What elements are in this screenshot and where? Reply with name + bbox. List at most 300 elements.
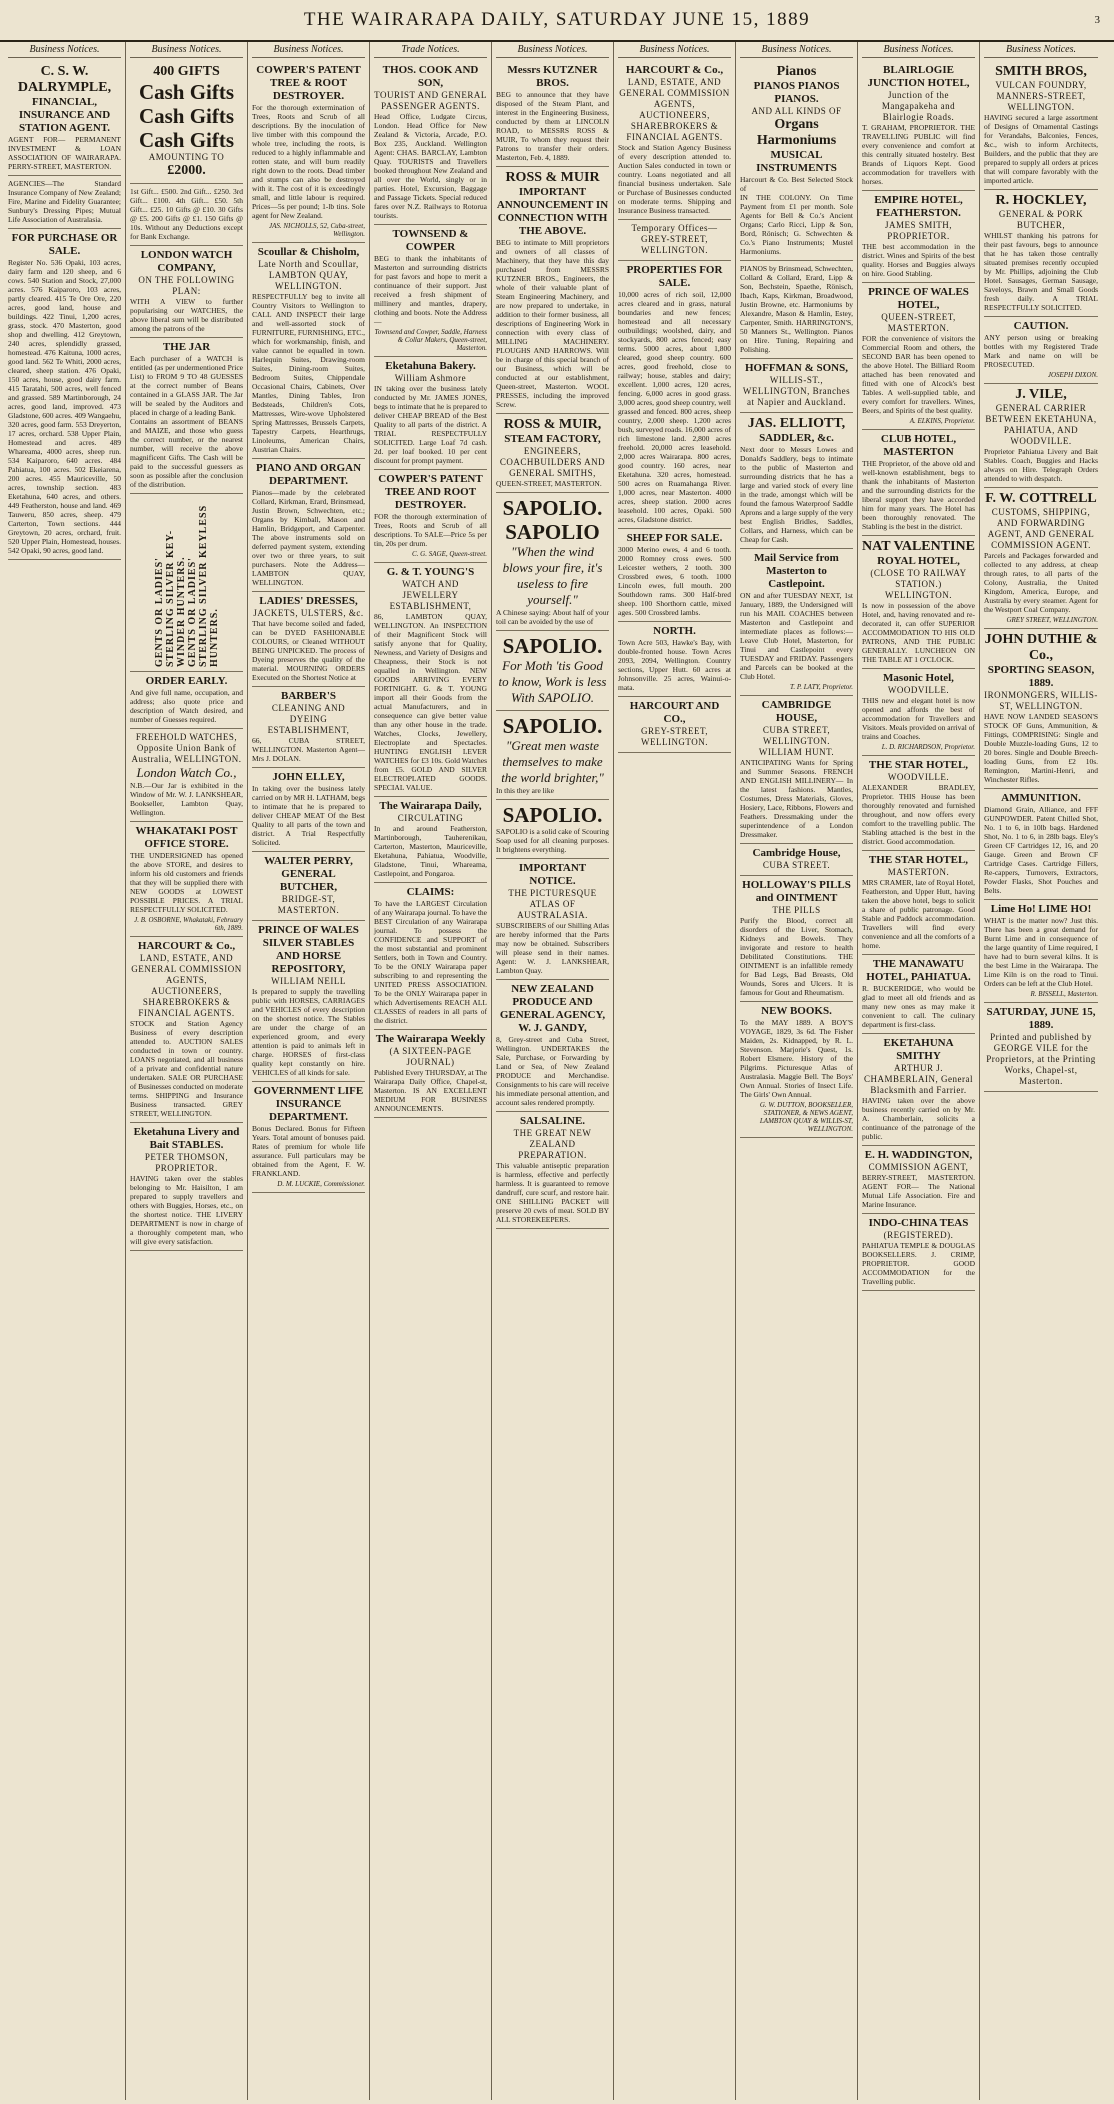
ad-body: ALEXANDER BRADLEY, Proprietor. THIS House has been thoroughly renovated and furnished throughout, and now offers every comfort to the travelling public. The Stabling attached is the best in the district. Good accommodation. [862, 783, 975, 846]
advertisement [374, 797, 487, 883]
ad-sig: R. BISSELL, Masterton. [1030, 990, 1098, 998]
advertisement [740, 1002, 853, 1138]
advertisement [740, 549, 853, 696]
ad-big: SAPOLIO. [502, 803, 603, 827]
advertisement [740, 876, 853, 1002]
ad-h2: HARCOURT AND CO., [629, 700, 720, 725]
advertisement [130, 1123, 243, 1251]
ad-body: PIANOS by Brinsmead, Schwechten, Collard & Collard, Erard, Lipp & Son, Bechstein, Spaethe, Rönisch, Ibach, Kaps, Kirkman, Broadwood, Justin Browne, etc. Harmoniums by Alexandre, Mason & Hamlin, Estey, Carpenter, Smith. HARRINGTON'S, 50 Manners St., Wellington. Pianos on Hire. Tuning, Repairing and Polishing. [740, 264, 853, 354]
advertisement [8, 176, 121, 229]
ad-sig: J. B. OSBORNE, Whakataki, February 6th, 1889. [134, 916, 243, 932]
advertisement [618, 61, 731, 220]
ad-h3: (REGISTERED). [883, 1230, 954, 1240]
ad-h1: C. S. W. DALRYMPLE, [17, 64, 112, 95]
ad-h2: ROYAL HOTEL, [877, 555, 960, 567]
ad-h2: PRINCE OF WALES SILVER STABLES AND HORSE REPOSITORY, [258, 924, 359, 975]
advertisement [252, 592, 365, 687]
ad-h2: Cambridge House, [752, 847, 841, 859]
ad-body: BERRY-STREET, MASTERTON. AGENT FOR— The National Mutual Life Association. Fire and Marine Insurance. [862, 1173, 975, 1209]
advertisement [862, 283, 975, 430]
ad-h2: FINANCIAL, INSURANCE AND STATION AGENT. [18, 96, 111, 134]
ad-body: Is prepared to supply the travelling public with HORSES, CARRIAGES and VEHICLES of every description on the shortest notice. The Stables are under the charge of an experienced groom, and every attention is paid to animals left in charge. HORSES of first-class quality kept constantly on hire. VEHICLES of all kinds for sale. [252, 987, 365, 1077]
newspaper-title: THE WAIRARAPA DAILY, SATURDAY JUNE 15, 1889 [303, 9, 811, 30]
column-7 [736, 42, 858, 2100]
ad-h3: GENERAL & PORK BUTCHER, [998, 209, 1084, 230]
ad-h2: PIANO AND ORGAN DEPARTMENT. [255, 462, 362, 487]
price-list-banner [130, 497, 243, 667]
advertisement [374, 883, 487, 1030]
ad-h3: WOODVILLE. [887, 772, 950, 782]
advertisement [496, 711, 609, 800]
ad-h2: JOHN ELLEY, [272, 771, 345, 783]
ad-body: That have become soiled and faded, can be DYED FASHIONABLE COLOURS, or Cleaned WITHOUT BEING UNPICKED. The process of Dyeing preserves the quality of the material. MOURNING ORDERS Executed on the Shortest Notice at [252, 619, 365, 682]
ad-body: Stock and Station Agency Business of every description attended to. Auction Sales conducted in town or country. Loans negotiated and all financial business undertaken. Sale or Purchase of Businesses conducted on moderate terms. Shipping and Insurance Business transacted. [618, 143, 731, 215]
ad-h3: CIRCULATING [397, 813, 464, 823]
ad-body: R. BUCKERIDGE, who would be glad to meet all old friends and as many new ones as may make it convenient to call. The culinary department is first-class. [862, 984, 975, 1029]
advertisement [862, 430, 975, 536]
advertisement [618, 622, 731, 697]
ad-body: THE Proprietor, of the above old and well-known establishment, begs to thank the inhabitants of Masterton and the surrounding districts for the liberal support they have accorded him for many years. The Hotel has been thoroughly renovated. The Stabling is the best in the district. [862, 459, 975, 531]
ad-h2: THE JAR [162, 341, 211, 353]
advertisement [496, 800, 609, 859]
advertisement [862, 851, 975, 955]
advertisement [984, 190, 1098, 317]
ad-body: Parcels and Packages forwarded and collected to any address, at cheap through rates, to all parts of the Colony, Australia, the United Kingdom, America, Europe, and Australia by every steamer. Agent for the Westport Coal Company. [984, 551, 1098, 614]
ad-sig: G. W. DUTTON, BOOKSELLER, STATIONER, & NEWS AGENT, LAMBTON QUAY & WILLIS-ST, WELLINGTON. [759, 1101, 853, 1133]
ad-h2: SADDLER, &c. [759, 432, 834, 444]
ad-h2: IMPORTANT NOTICE. [518, 862, 587, 887]
section-header: Business Notices. [618, 42, 731, 58]
ad-body: Next door to Messrs Lowes and Donald's Saddlery, begs to intimate to the public of Masterton and surrounding districts that he has a large and varied stock of every line in the trade, amongst which will be found the famous Waterproof Saddle Aprons and a large supply of the very best English Bridles, Saddles, Collars, and Harness, which can be Cheap for Cash. [740, 445, 853, 544]
ad-h2: HARCOURT & Co., [625, 64, 724, 76]
ad-h1: ROSS & MUIR, [503, 417, 602, 432]
ad-h3: LAND, ESTATE, AND GENERAL COMMISSION AGENTS, AUCTIONEERS, SHAREBROKERS & FINANCIAL AGENTS. [619, 77, 730, 142]
ad-body: HAVING taken over the above business recently carried on by Mr. A. Chamberlain, solicits a continuance of the patronage of the public. [862, 1096, 975, 1141]
advertisement [496, 980, 609, 1112]
ad-body: ANY person using or breaking bottles with my Registered Trade Mark and name on will be PROSECUTED. [984, 333, 1098, 369]
ad-sig: D. M. LUCKIE, Commissioner. [277, 1180, 365, 1188]
ad-body: To the MAY 1889. A BOY'S VOYAGE, 1829, 3s 6d. The Fisher Maiden, 2s. Kidnapped, by R. L. Stevenson. Marjorie's Quest, 1s. Robert Elsmere. History of the Pilgrims. Picturesque Atlas of Australasia. Maggie Bell. The Boys' Own Annual. Stories of Insect Life. The Girls' Own Annual. [740, 1018, 853, 1099]
advertisement [496, 493, 609, 631]
vertical-heading: GENTS OR LADIES' STERLING SILVER KEY-WINDER HUNTERS. [153, 529, 187, 667]
ad-body2: Contains an assortment of BEANS and MAIZE, and those who guess the correct number, or the nearest number, will receive the above magnificent Gifts. The Cash will be paid to the successful guessers as soon as possible after the conclusion of the distribution. [130, 417, 243, 489]
ad-body: For the thorough extermination of Trees, Roots and Scrub of all descriptions. By the inoculation of live timber with this compound the whole tree, including the roots, is reduced to a highly inflammable and rotten state, and will burn readily right down to the roots. Dead timber and stumps can also be destroyed with it. The cost of it is exceedingly small, and little labour is required. Prices—5s per pound; 1-lb tins. Sole agent for New Zealand. [252, 103, 365, 220]
ad-h1: 400 GIFTS [153, 64, 220, 79]
ad-h3: THE GREAT NEW ZEALAND PREPARATION. [513, 1128, 592, 1160]
advertisement [984, 789, 1098, 900]
advertisement [374, 563, 487, 797]
advertisement [984, 488, 1098, 629]
advertisement [984, 61, 1098, 190]
ad-h3: COMMISSION AGENT, [868, 1162, 969, 1172]
ad-script: London Watch Co., [136, 765, 237, 780]
ad-h2: CAMBRIDGE HOUSE, [761, 699, 832, 724]
ad-body: This valuable antiseptic preparation is harmless, effective and perfectly harmless. It is guaranteed to remove dandruff, cure scurf, and restore hair. ONE SHILLING PACKET will preserve 20 cwts of meat. SOLD BY ALL STOREKEEPERS. [496, 1161, 609, 1224]
advertisement [862, 536, 975, 669]
ad-h2: The Wairarapa Weekly [375, 1033, 486, 1045]
ad-h3: (CLOSE TO RAILWAY STATION.) WELLINGTON. [870, 568, 967, 600]
ad-body: 10,000 acres of rich soil, 12,000 acres cleared and in grass, natural boundaries and new fences; homestead and all necessary outbuildings; woolshed, dairy, and stockyards, 800 acres fenced; easy terms. 5000 acres, about 1,800 cleared, good sheep country. 600 acres, good freehold, close to railway; house, stables and dairy; excellent. 1,000 acres, 120 acres, fencing. 6,000 acres in good grass. 3,000 acres, good sheep country, well grassed and fenced. 800 acres, sheep country, 2,000 sheep. 1,200 acres bush, surveyed roads. 16,000 acres of rich limestone land. 2,800 acres freehold. 20,000 acres leasehold. 2,000 acres Wairarapa. 800 acres, good country. 160 acres, near Eketahuna. 320 acres, homestead. 500 acres on Ruamahanga River. 1,000 acres, near Masterton. 4000 acres, sheep station. 2000 acres leasehold. 100 acres, Opaki. 500 acres, Gladstone district. [618, 290, 731, 524]
ad-body: Bonus Declared. Bonus for Fifteen Years. Total amount of bonuses paid. Rates of premium for whole life assurance. Full particulars may be obtained from the Agent, F. W. FRANKLAND. [252, 1124, 365, 1178]
ad-big: SAPOLIO. [502, 496, 603, 520]
ad-h2: NORTH. [653, 625, 696, 637]
advertisement [252, 768, 365, 852]
ad-h3: (A SIXTEEN-PAGE JOURNAL) [389, 1046, 472, 1067]
section-header: Business Notices. [984, 42, 1098, 58]
columns-container [4, 42, 1110, 2100]
ad-h2: PIANOS PIANOS PIANOS. [753, 80, 840, 105]
advertisement [496, 61, 609, 167]
advertisement [618, 261, 731, 529]
advertisement [740, 696, 853, 844]
ad-body: SUBSCRIBERS of our Shilling Atlas are hereby informed that the Parts may now be obtained. Subscribers will please send in their names. Agent: W. J. LANKSHEAR, Lambton Quay. [496, 921, 609, 975]
ad-body: Diamond Grain, Alliance, and FFF GUNPOWDER. Patent Chilled Shot, No. 1 to 6, in 10lb bags. Hardened Shot, No. 1 to 6, in 28lb bags. Eley's Green CF Cartridges 12, 16, and 20 Gauge. Green and Brown CF Cartridge Cases. Cartridge Fillers, Re-cappers, Turnovers, Extractors, Powder Flasks, Shot Pouches and Belts. [984, 805, 1098, 895]
advertisement [862, 1146, 975, 1214]
advertisement [740, 413, 853, 549]
ad-h2: HOLLOWAY'S PILLS and OINTMENT [742, 879, 851, 904]
ad-body: HAVING secured a large assortment of Designs of Ornamental Castings for Verandahs, Balconies, Fences, &c., wish to inform Architects, Builders, and the public that they are prepared to supply all orders at prices that will compare favorably with the imported article. [984, 113, 1098, 185]
ad-h2: HARCOURT & Co., [137, 940, 236, 952]
ad-h3: WOODVILLE. [887, 685, 950, 695]
advertisement [252, 243, 365, 459]
ad-h2: Scoullar & Chisholm, [257, 246, 360, 258]
ad-body: MRS CRAMER, late of Royal Hotel, Featherston, and Upper Hutt, having taken the above hotel, begs to solicit a share of public patronage. Good Stable and Paddock accommodation. Travellers will find every convenience and all the comforts of a home. [862, 878, 975, 950]
ad-body: THIS new and elegant hotel is now opened and affords the best of accommodation for Travellers and Visitors. Meals provided on arrival of trains and Coaches. [862, 696, 975, 741]
ad-body: 1st Gift... £500. 2nd Gift... £250. 3rd Gift... £100. 4th Gift... £50. 5th Gift... £25. 10 Gifts @ £10. 30 Gifts @ £5. 200 Gifts @ £1. 150 Gifts @ 10s. Without any Deductions except for Bank Exchange. [130, 187, 243, 241]
advertisement [496, 167, 609, 414]
section-header: Business Notices. [8, 42, 121, 58]
ad-h3: IRONMONGERS, WILLIS-ST, WELLINGTON. [984, 690, 1098, 711]
advertisement [130, 729, 243, 822]
advertisement [8, 229, 121, 560]
ad-h2: BLAIRLOGIE JUNCTION HOTEL, [867, 64, 970, 89]
advertisement [8, 61, 121, 176]
ad-h1: JOHN DUTHIE & Co., [984, 632, 1098, 663]
advertisement [862, 61, 975, 191]
advertisement [374, 470, 487, 563]
ad-body: BEG to intimate to Mill proprietors and owners of all classes of Machinery, that they have this day purchased from MESSRS KUTZNER BROS., Engineers, the whole of their valuable plant of Steam Engineering Machinery, and are now prepared to undertake, in addition to their former business, all descriptions of Engineering Work in connection with every class of MILLING MACHINERY. PLOUGHS AND HARROWS. Will be in charge of this special branch of our Business, which will be conducted at our establishment, Queen-street, Masterton. WOOL PRESSES, including the improved Screw. [496, 238, 609, 409]
section-header: Business Notices. [740, 42, 853, 58]
ad-big2: Cash Gifts [138, 104, 235, 128]
advertisement [374, 61, 487, 225]
ad-h3: MASTERTON. [887, 867, 950, 877]
ad-body: RESPECTFULLY beg to invite all Country Visitors to Wellington to CALL AND INSPECT their large and well-assorted stock of FURNITURE, FURNISHING, ETC., which for workmanship, finish, and value cannot be equalled in town. Harlequin Suites, Drawing-room Suites, Dining-room Suites, Bedroom Suites, Chippendale Occasional Chairs, Cabinets, Over Mantles, Dining Tables, Iron Bedsteads, Children's Cots, Mattresses, Wire-wove Upholstered Spring Mattresses, Brussels Carpets, Tapestry Carpets, Hearthrugs, Linoleums, American Chairs, Austrian Chairs. [252, 292, 365, 454]
ad-body: BEG to thank the inhabitants of Masterton and surrounding districts for past favors and hope to merit a continuance of their support. Just received a fresh shipment of millinery and mantles, drapery, clothing and boots. Note the Address— [374, 254, 487, 326]
advertisement [130, 494, 243, 672]
column-3 [248, 42, 370, 2100]
ad-h2: Eketahuna Bakery. [385, 360, 476, 372]
advertisement [374, 357, 487, 470]
ad-h3: JACKETS, ULSTERS, &c. [253, 608, 364, 618]
ad-h2: THE STAR HOTEL, [868, 759, 969, 771]
ad-body: WHILST thanking his patrons for their past favours, begs to announce that he has taken those centrally situated premises recently occupied by Mr. Phillips, adjoining the Club Hotel. Sausages, German Sausage, Saveloys, Brawn and Small Goods fresh daily. A TRIAL RESPECTFULLY SOLICITED. [984, 231, 1098, 312]
ad-body: AGENCIES—The Standard Insurance Company of New Zealand; Fire, Marine and Fidelity Guarantee; Sunbury's Dressing Pipes; Mutual Life Association of Australasia. [8, 179, 121, 224]
ad-h3: Junction of the Mangapakeha and Blairlogie Roads. [881, 90, 956, 122]
ad-h3: FREEHOLD WATCHES, Opposite Union Bank of Australia, WELLINGTON. [131, 732, 242, 764]
advertisement [496, 631, 609, 711]
ad-sig: GREY STREET, WELLINGTON. [1006, 616, 1098, 624]
ad-body: WHAT is the matter now? Just this. There has been a great demand for Burnt Lime and in consequence of the large quantity of Lime required, I have had to burn several kilns. It is the best Lime in the Wairarapa. The Lime Kiln is on the road to Tinui. Orders can be left at the Club Hotel. [984, 916, 1098, 988]
ad-body: STOCK and Station Agency Business of every description attended to. AUCTION SALES conducted in town or country. LOANS negotiated, and all business of a private and confidential nature undertaken. SALE OR PURCHASE of Businesses conducted on moderate terms. SHIPPING and Insurance Business transacted. GREY STREET, WELLINGTON. [130, 1019, 243, 1118]
ad-big: SAPOLIO. [502, 634, 603, 658]
advertisement [618, 220, 731, 261]
ad-body: HAVE NOW LANDED SEASON'S STOCK OF Guns, Ammunition, & Fittings, COMPRISING: Single and Double Muzzle-loading Guns, 12 to 20 bores. Single and Double Breech-loading Guns, from £2 10s. Remington, Martini-Henri, and Winchester Rifles. [984, 712, 1098, 784]
ad-h2: E. H. WADDINGTON, [864, 1149, 973, 1161]
ad-body: FOR the thorough extermination of Trees, Roots and Scrub of all descriptions. To SALE—Price 5s per tin, 20s per drum. [374, 512, 487, 548]
ad-h2: INDO-CHINA TEAS [868, 1217, 969, 1229]
ad-body: 66, CUBA STREET, WELLINGTON. Masterton Agent—Mrs J. DOLAN. [252, 736, 365, 763]
ad-h1: Pianos [776, 64, 817, 79]
ad-h2: SALSALINE. [519, 1115, 586, 1127]
ad-h2: PROPERTIES FOR SALE. [626, 264, 723, 289]
ad-big2: SAPOLIO [505, 520, 600, 544]
advertisement [862, 1214, 975, 1291]
ad-h1: ROSS & MUIR [505, 170, 600, 185]
ad-body: Town Acre 503, Hawke's Bay, with double-fronted house. Town Acres 2093, 2094, Wellington. Country sections, Upper Hutt. 60 acres at Johnsonville. 25 acres, Wainui-o-mata. [618, 638, 731, 692]
ad-h3: WATCH AND JEWELLERY ESTABLISHMENT, [389, 579, 472, 611]
ad-body: THE UNDERSIGNED has opened the above STORE, and desires to inform his old customers and friends that they will be supplied there with NEW GOODS at LOWEST POSSIBLE PRICES. A TRIAL RESPECTFULLY SOLICITED. [130, 851, 243, 914]
ad-h1: R. HOCKLEY, [995, 193, 1087, 208]
ad-sig: Townsend and Cowper, Saddle, Harness & Collar Makers, Queen-street, Masterton. [374, 328, 487, 352]
column-6 [614, 42, 736, 2100]
advertisement [618, 697, 731, 753]
advertisement [862, 669, 975, 756]
ad-body: Purify the Blood, correct all disorders of the Liver, Stomach, Kidneys and Bowels. They invigorate and restore to health Debilitated Constitutions. THE OINTMENT is an infallible remedy for Bad Legs, Bad Breasts, Old Wounds, Sores and Ulcers. It is famous for Gout and Rheumatism. [740, 916, 853, 997]
ad-h1: SMITH BROS, [995, 64, 1087, 79]
column-5 [492, 42, 614, 2100]
column-2 [126, 42, 248, 2100]
ad-h3: GREY-STREET, WELLINGTON. [640, 726, 709, 747]
ad-body: 86, LAMBTON QUAY, WELLINGTON. An INSPECTION of their Magnificent Stock will satisfy anyone that for Quality, Newness, and Variety of Designs and Cheapness, their Stock is not equalled in Wellington. NEW GOODS ARRIVING EVERY FORTNIGHT. G. & T. YOUNG import all their Goods from the actual Manufacturers, and in consequence can give better value than any other house in the trade. Watches, Clocks, Jewellery, Electroplate and Spectacles. HUNTING ENGLISH LEVER WATCHES for £3 10s. Gold Watches from £5. GOLD AND SILVER ELECTROPLATED GOODS. SPECIAL VALUE. [374, 612, 487, 792]
ad-h2: Masonic Hotel, [883, 672, 954, 684]
ad-h2: SPORTING SEASON, 1889. [987, 664, 1095, 689]
ad-sig: JAS. NICHOLLS, 52, Cuba-street, Wellington. [269, 222, 365, 238]
ad-h3: CUSTOMS, SHIPPING, AND FORWARDING AGENT, AND GENERAL COMMISSION AGENT. [987, 507, 1095, 550]
advertisement [252, 852, 365, 921]
ad-body: Harcourt & Co. Best Selected Stock of [740, 175, 853, 193]
ad-h2: AMMUNITION. [1001, 792, 1081, 804]
ad-body: IN taking over the business lately conducted by Mr. JAMES JONES, begs to intimate that he is prepared to deliver CHEAP BREAD of the Best Quality to all parts of the district. A TRIAL RESPECTFULLY SOLICITED. Large Loaf 7d cash. 2d. per loaf booked. 10 per cent discount for prompt payment. [374, 384, 487, 465]
advertisement [374, 225, 487, 357]
ad-h2: Lime Ho! LIME HO! [990, 903, 1092, 915]
ad-body: Proprietor Pahiatua Livery and Bait Stables. Coach, Buggies and Hacks always on Hire. Telegraph Orders attended to with despatch. [984, 447, 1098, 483]
ad-h3: JAMES SMITH, PROPRIETOR. [884, 220, 952, 241]
ad-body: In this they are like [496, 786, 554, 795]
ad-h2: NEW ZEALAND PRODUCE AND GENERAL AGENCY, W. J. GANDY, [499, 983, 606, 1034]
advertisement [740, 61, 853, 261]
ad-h3: TOURIST AND GENERAL PASSENGER AGENTS. [374, 90, 487, 111]
ad-h2: The Wairarapa Daily, [379, 800, 482, 812]
advertisement [252, 921, 365, 1082]
advertisement [130, 246, 243, 338]
ad-body: WITH A VIEW to further popularising our WATCHES, the above liberal sum will be distributed among the patrons of the [130, 297, 243, 333]
ad-h2: FOR PURCHASE OR SALE. [11, 232, 118, 257]
ad-h1: F. W. COTTRELL [985, 491, 1097, 506]
section-header: Business Notices. [862, 42, 975, 58]
ad-h3: Temporary Offices— GREY-STREET, WELLINGTON. [631, 223, 718, 255]
ad-body: T. GRAHAM, PROPRIETOR. THE TRAVELLING PUBLIC will find every convenience and comfort at this centrally situated hostelry. Best Brands of Liquors Kept. Good accommodation for travellers with horses. [862, 123, 975, 186]
ad-big: Cash Gifts [138, 80, 235, 104]
advertisement [862, 955, 975, 1034]
ad-sig: JOSEPH DIXON. [1047, 371, 1098, 379]
advertisement [740, 359, 853, 413]
ad-body: Head Office, Ludgate Circus, London. Head Office for New Zealand & Victoria, Arcade, P.O. Box 235, Auckland. Wellington Agent: CHAS. BARCLAY, Lambton Quay. TOURISTS and Travellers booked throughout New Zealand and all over the World, singly or in parties. Hotel, Excursion, Baggage and Passage Tickets. Special reduced fares over N.Z. Railways to Rotorua tourists. [374, 112, 487, 220]
ad-body: ON and after TUESDAY NEXT, 1st January, 1889, the Undersigned will run his MAIL COACHES between Masterton and Castlepoint and intermediate places as follows:— Leave Club Hotel, Masterton, for Tinui and Castlepoint every TUESDAY and FRIDAY. Passengers and Parcels can be booked at the Club Hotel. [740, 591, 853, 681]
ad-h1: NAT VALENTINE [862, 539, 975, 554]
advertisement [984, 1003, 1098, 1092]
advertisement [252, 1082, 365, 1193]
advertisement [984, 384, 1098, 488]
ad-h2: IMPORTANT ANNOUNCEMENT IN CONNECTION WITH THE ABOVE. [496, 186, 609, 237]
ad-h2: Mail Service from Masterton to Castlepoint. [754, 552, 839, 590]
ad-body: To have the LARGEST Circulation of any Wairarapa journal. To have the BEST Circulation of any Wairarapa journal. To possess the CONFIDENCE and SUPPORT of the most substantial and prominent Settlers, both in Town and Country. To be the ONLY Wairarapa paper subscribing to and representing the UNITED PRESS ASSOCIATION. To be the ONLY Wairarapa paper in which Advertisements REACH ALL CLASSES of readers in all parts of the district. [374, 899, 487, 1025]
vertical-heading: GENTS OR LADIES' STERLING SILVER KEYLESS HUNTERS. [186, 504, 220, 667]
ad-body: QUEEN-STREET, MASTERTON. [496, 479, 602, 488]
ad-h1b: Organs Harmoniums [756, 117, 837, 148]
advertisement [862, 1034, 975, 1146]
ad-body: Pianos—made by the celebrated Collard, Kirkman, Erard, Brinsmead, Justin Brown, Schwechten, etc.; Organs by Kimball, Mason and Hamlin, Bridgeport, and Carpenter. The above instruments sold on deferred payment system, extending over two or three years, to suit purchasers. Note the Address— LAMBTON QUAY, WELLINGTON. [252, 488, 365, 587]
advertisement [252, 687, 365, 768]
ad-h1: J. VILE, [1015, 387, 1067, 402]
ad-body: PAHIATUA TEMPLE & DOUGLAS BOOKSELLERS. J. CRIMP, PROPRIETOR. GOOD ACCOMMODATION for the Travelling public. [862, 1241, 975, 1286]
ad-h2: Messrs KUTZNER BROS. [507, 64, 598, 89]
ad-body: And give full name, occupation, and address; also quote price and description of Watch desired, and number of Guesses required. [130, 688, 243, 724]
ad-body: Is now in possession of the above Hotel, and, having renovated and re-decorated it, can offer SUPERIOR ACCOMMODATION TO HIS OLD PATRONS, AND THE PUBLIC GENERALLY. LUNCHEON ON THE TABLE AT 1 O'CLOCK. [862, 601, 975, 664]
ad-h3: William Ashmore [394, 373, 467, 383]
ad-h2: NEW BOOKS. [761, 1005, 832, 1017]
ad-h1: JAS. ELLIOTT, [747, 416, 846, 431]
ad-h2: THE STAR HOTEL, [868, 854, 969, 866]
ad-h2: CAUTION. [1013, 320, 1069, 332]
section-header: Business Notices. [496, 42, 609, 58]
advertisement [130, 822, 243, 937]
ad-h3: WILLIS-ST., WELLINGTON, Branches at Napier and Auckland. [742, 375, 851, 407]
ad-h2: HOFFMAN & SONS, [745, 362, 848, 374]
ad-script: "Great men waste themselves to make the world brighter," [501, 738, 604, 785]
advertisement [374, 1030, 487, 1118]
ad-h2: G. & T. YOUNG'S [386, 566, 475, 578]
ad-body: Register No. 536 Opaki, 103 acres, dairy farm and 120 sheep, and 6 cows. 540 Station and Stock, 27,000 acres. 576 Kaiparoro, 103 acres, partly cleared. 415 Te Ore Ore, 220 acres, good land, house and buildings. 422 Tinui, 1,200 acres, grass, stock. 470 Masterton, good shop and dwelling. 412 Greytown, 240 acres, splendidly grassed, homestead. 476 Kaituna, 1000 acres, good land. 562 Te Whiti, 2000 acres, cleared, sheep station. 476 Opaki, 150 acres, house, good dairy farm. 415 Taratahi, 500 acres, well fenced and grassed. 589 Martinborough, 24 acres, good land, improved. 473 Gladstone, 600 acres. 409 Wangaehu, 320 acres, good farm. 553 Dreyerton, 17 acres, orchard. 538 Upper Plain, Homestead and acres. 489 Whareama, 4000 acres, sheep run. 534 Kaiparoro, 640 acres. 484 Pahiatua, 100 acres. 502 Ekeiarena, 200 acres. 455 Mauriceville, 50 acres, township section. 483 Eketahuna, 640 acres, and others. 449 Featherston, house and land. 469 Tauweru, 850 acres, sheep. 479 Carterton, Town sections. 444 Greytown, 20 acres, orchard, fruit. 520 Upper Plain, Homestead, houses. 542 Opaki, 90 acres, good land. [8, 258, 121, 555]
ad-big: SAPOLIO. [502, 714, 603, 738]
ad-h3: QUEEN-STREET, MASTERTON. [881, 312, 956, 333]
ad-body: ANTICIPATING Wants for Spring and Summer Seasons. FRENCH AND ENGLISH MILLINERY— In the latest fashions. Mantles, Costumes, Dress Materials, Gloves, Hosiery, Lace, Ribbons, Flowers and Feathers. Dressmaking under the superintendence of a London Dressmaker. [740, 758, 853, 839]
ad-h2: CLUB HOTEL, MASTERTON [880, 433, 957, 458]
ad-body: SAPOLIO is a solid cake of Scouring Soap used for all cleaning purposes. It brightens everything. [496, 827, 609, 854]
ad-body: AGENT FOR— PERMANENT INVESTMENT & LOAN ASSOCIATION OF WAIRARAPA. PERRY-STREET, MASTERTON. [8, 135, 121, 171]
advertisement [252, 459, 365, 592]
ad-h2: THOS. COOK AND SON, [382, 64, 479, 89]
ad-body: Published Every THURSDAY, at The Wairarapa Daily Office, Chapel-st, Masterton. IS AN EXCELLENT MEDIUM FOR BUSINESS ANNOUNCEMENTS. [374, 1068, 487, 1113]
section-header: Business Notices. [130, 42, 243, 58]
ad-h3: LAND, ESTATE, AND GENERAL COMMISSION AGENTS, AUCTIONEERS, SHAREBROKERS & FINANCIAL AGENTS. [131, 953, 242, 1018]
ad-h2b: MUSICAL INSTRUMENTS [756, 149, 837, 174]
ad-h3: VULCAN FOUNDRY, MANNERS-STREET, WELLINGTON. [995, 80, 1087, 112]
ad-body2: IN THE COLONY. On Time Payment from £1 per month. Sole Agents for Bell & Co.'s Ancient Organs; Carlo Ricci, Lipp & Son, Bord, Rönisch; G. Schwechten & Co.'s Piano Instruments; Mustel Harmoniums. [740, 193, 853, 256]
ad-h2: PRINCE OF WALES HOTEL, [868, 286, 969, 311]
ad-h3: CUBA STREET, WELLINGTON. WILLIAM HUNT. [758, 725, 835, 757]
ad-h2: TOWNSEND & COWPER [392, 228, 469, 253]
ad-body: N.B.—Our Jar is exhibited in the Window of Mr. W. J. LANKSHEAR, Bookseller, Lambton Quay, Wellington. [130, 781, 243, 817]
ad-h3: ON THE FOLLOWING PLAN: [138, 275, 235, 296]
advertisement [252, 61, 365, 243]
section-header: Business Notices. [252, 42, 365, 58]
advertisement [130, 937, 243, 1123]
advertisement [862, 191, 975, 283]
ad-script: "When the wind blows your fire, it's useless to fire yourself." [502, 544, 603, 607]
ad-h2: THE MANAWATU HOTEL, PAHIATUA. [866, 958, 971, 983]
advertisement [862, 756, 975, 851]
advertisement [130, 61, 243, 184]
ad-h2: EKETAHUNA SMITHY [883, 1037, 954, 1062]
ad-body: HAVING taken over the stables belonging to Mr. Haisilton, I am prepared to supply travellers and others with Buggies, Horses, etc., on the shortest notice. THE LIVERY DEPARTMENT is now in charge of a thoroughly competent man, who will give every satisfaction. [130, 1174, 243, 1246]
ad-h2: SATURDAY, JUNE 15, 1889. [986, 1006, 1096, 1031]
ad-h3: WILLIAM NEILL [271, 976, 346, 986]
ad-h2: CLAIMS: [406, 886, 455, 898]
ad-body: FOR the convenience of visitors the Commercial Room and others, the SECOND BAR has been opened to the above Hotel. The Billiard Room attached has been renovated and fitted with one of Alcock's best Tables. A well-supplied table, and every comfort for travellers. Wines, Beers, and Spirits of the best quality. [862, 334, 975, 415]
ad-sig: T. P. LATY, Proprietor. [790, 683, 853, 691]
ad-h2: WHAKATAKI POST OFFICE STORE. [135, 825, 238, 850]
column-9 [980, 42, 1102, 2100]
ad-h3: CUBA STREET. [762, 860, 831, 870]
ad-h2: Eketahuna Livery and Bait STABLES. [133, 1126, 240, 1151]
ad-h1b: £2000. [167, 163, 206, 178]
ad-h3: BRIDGE-ST, MASTERTON. [277, 894, 340, 915]
advertisement [740, 844, 853, 876]
ad-script: For Moth 'tis Good to know, Work is less With SAPOLIO. [498, 658, 607, 705]
ad-body: BEG to announce that they have disposed of the Steam Plant, and interest in the Engineering Business, conducted by them at LINCOLN ROAD, to MESSRS ROSS & MUIR, To whom they request their Patrons to transfer their orders. Masterton, Feb. 4, 1889. [496, 90, 609, 162]
ad-h2: STEAM FACTORY, [504, 433, 601, 445]
advertisement [618, 529, 731, 622]
advertisement [130, 184, 243, 246]
advertisement [740, 261, 853, 359]
ad-h2: WALTER PERRY, GENERAL BUTCHER, [264, 855, 353, 893]
section-header: Trade Notices. [374, 42, 487, 58]
advertisement [984, 317, 1098, 384]
ad-sig: A. ELKINS, Proprietor. [909, 417, 975, 425]
ad-h2: COWPER'S PATENT TREE AND ROOT DESTROYER. [378, 473, 483, 511]
ad-h2: EMPIRE HOTEL, FEATHERSTON. [874, 194, 963, 219]
ad-body: In taking over the business lately carried on by MR H. LATHAM, begs to intimate that he is prepared to deliver CHEAP MEAT Of the Best Quality to all parts of the town and district. A Trial Respectfully Solicited. [252, 784, 365, 847]
ad-sig: C. G. SAGE, Queen-street. [412, 550, 487, 558]
ad-body: Each purchaser of a WATCH is entitled (as per undermentioned Price List) to FROM 9 TO 48 GUESSES at the correct number of Beans contained in a GLASS JAR. The Jar will be sealed by the Auditors and placed in charge of a leading Bank. [130, 354, 243, 417]
ad-h3: AND ALL KINDS OF [751, 106, 842, 116]
ad-h2: LONDON WATCH COMPANY, [140, 249, 233, 274]
ad-body: 3000 Merino ewes, 4 and 6 tooth. 2000 Romney cross ewes. 500 Leicester wethers, 2 tooth. 300 Crossbred ewes, 6 tooth. 1000 Lincoln ewes, full mouth. 200 Southdown rams. 300 Half-bred sheep. 100 Shorthorn cattle, mixed ages. 500 Crossbred lambs. [618, 545, 731, 617]
masthead [0, 0, 1114, 42]
advertisement [130, 672, 243, 729]
ad-body: In and around Featherston, Martinborough, Tauherenikau, Carterton, Masterton, Mauriceville, Eketahuna, Pahiatua, Woodville, Gladstone, Tinui, Whareama, Castlepoint, and Pongaroa. [374, 824, 487, 878]
column-1 [4, 42, 126, 2100]
column-4 [370, 42, 492, 2100]
ad-h2: ORDER EARLY. [145, 675, 228, 687]
ad-h2: SHEEP FOR SALE. [626, 532, 723, 544]
advertisement [496, 1112, 609, 1229]
advertisement [984, 629, 1098, 789]
ad-body: A Chinese saying: About half of your toil can be avoided by the use of [496, 608, 609, 626]
ad-h3: PETER THOMSON, PROPRIETOR. [144, 1152, 229, 1173]
ad-h2: BARBER'S [280, 690, 337, 702]
ad-h2: COWPER'S PATENT TREE & ROOT DESTROYER. [256, 64, 361, 102]
ad-h3: AMOUNTING TO [148, 152, 225, 162]
ad-h2: LADIES' DRESSES, [259, 595, 358, 607]
ad-h3: Late North and Scoullar, LAMBTON QUAY, WELLINGTON. [258, 259, 359, 291]
ad-h2: GOVERNMENT LIFE INSURANCE DEPARTMENT. [253, 1085, 364, 1123]
ad-h3: THE PILLS [772, 905, 821, 915]
ad-h3: Printed and published by GEORGE VILE for the Proprietors, at the Printing Works, Chapel-st, Masterton. [986, 1032, 1096, 1086]
advertisement [984, 900, 1098, 1003]
advertisement [496, 859, 609, 980]
ad-body: 8, Grey-street and Cuba Street, Wellington. UNDERTAKES the Sale, Purchase, or Forwarding by Land or Sea, of New Zealand PRODUCE and Merchandise. Consignments to his care will receive his immediate personal attention, and account sales rendered promptly. [496, 1035, 609, 1107]
